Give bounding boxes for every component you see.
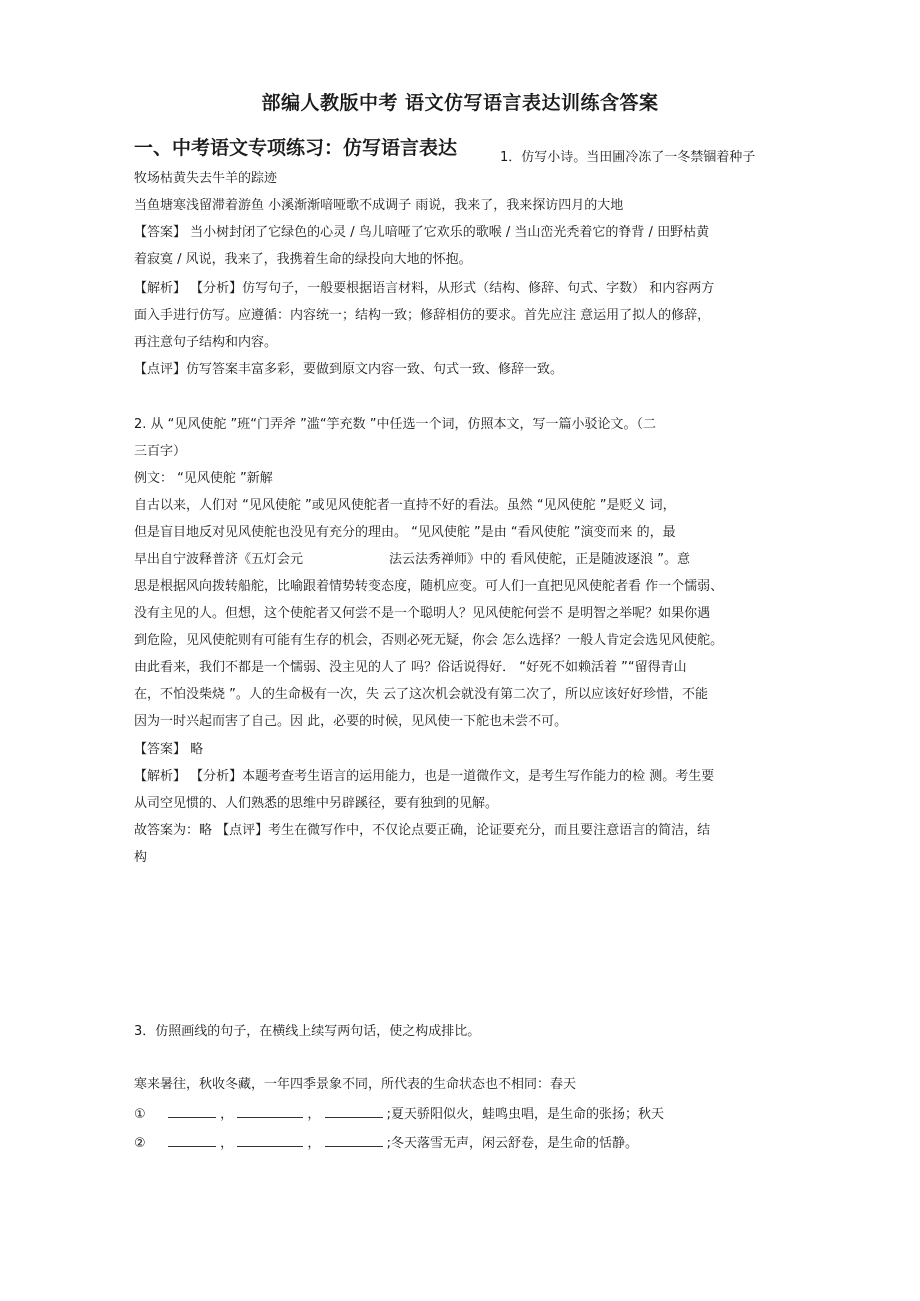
q1-analysis: 【解析】 【分析】仿写句子，一般要根据语言材料，从形式（结构、修辞、句式、字数） 和内容两方 [134,281,715,296]
q1-line: 牧场枯黄失去牛羊的踪迹 [134,171,278,186]
q2-paragraph-line: 但是盲目地反对见风使舵也没见有充分的理由。 “见风使舵 ”是由 “看风使舵 ”演变而来 的，最 [134,525,676,540]
q1-comment: 【点评】仿写答案丰富多彩，要做到原文内容一致、句式一致、修辞一致。 [134,362,564,377]
q1-analysis: 面入手进行仿写。应遵循：内容统一；结构一致；修辞相仿的要求。首先应注 意运用了拟人的修辞， [134,308,711,323]
answer-blank[interactable] [168,1105,216,1118]
q3-item-marker: ① [134,1107,146,1122]
q3-stem: 寒来暑往，秋收冬藏，一年四季景象不同，所代表的生命状态也不相同：春天 [134,1077,577,1092]
q2-paragraph-part: 法云法秀禅师》中的 看风使舵，正是随波逐浪 ”。意 [389,552,691,567]
q1-line: 当鱼塘寒浅留滞着游鱼 小溪渐渐喑哑歌不成调子 雨说，我来了，我来探访四月的大地 [134,198,624,213]
q2-paragraph-line: 到危险，见风使舵则有可能有生存的机会，否则必死无疑，你会 怎么选择？一般人肯定会选见风使舵。 [134,633,724,648]
answer-blank[interactable] [325,1134,383,1147]
q3-item-tail: ;冬天落雪无声，闲云舒卷，是生命的恬静。 [386,1136,639,1151]
q3-item-marker: ② [134,1136,146,1151]
comma: ， [220,1136,234,1151]
q2-paragraph-line: 在，不怕没柴烧 ”。人的生命极有一次，失 云了这次机会就没有第二次了，所以应该好好珍惜，不能 [134,687,709,702]
answer-blank[interactable] [325,1105,383,1118]
answer-blank[interactable] [237,1105,303,1118]
q1-analysis: 再注意句子结构和内容。 [134,335,278,350]
answer-blank[interactable] [168,1134,216,1147]
section-heading: 一、中考语文专项练习：仿写语言表达 [134,137,458,159]
q2-paragraph-line [134,551,690,569]
q1-answer: 【答案】 当小树封闭了它绿色的心灵 / 鸟儿喑哑了它欢乐的歌喉 / 当山峦光秃着它的脊背 / 田野枯黄 [134,225,710,240]
q2-prompt: 三百字） [134,444,187,459]
q2-analysis: 从司空见惯的、人们熟悉的思维中另辟蹊径，要有独到的见解。 [134,796,499,811]
comma: ， [307,1107,321,1122]
comma: ， [307,1136,321,1151]
q2-paragraph-part: 早出自宁波释普济《五灯会元 [134,552,304,567]
q2-paragraph-line: 由此看来，我们不都是一个懦弱、没主见的人了 吗？俗话说得好． “好死不如赖活着 ”“留得青山 [134,660,687,675]
q2-final: 构 [134,850,148,865]
q2-answer: 【答案】 略 [134,742,204,757]
q2-paragraph-line: 自古以来，人们对 “见风使舵 ”或见风使舵者一直持不好的看法。虽然 “见风使舵 ”是贬义 词， [134,498,676,513]
q3-item-1 [134,1105,664,1124]
q1-answer: 着寂寞 / 风说，我来了，我携着生命的绿投向大地的怀抱。 [134,252,472,267]
comma: ， [220,1107,234,1122]
q3-prompt: 3．仿照画线的句子，在横线上续写两句话，使之构成排比。 [134,1024,481,1039]
q1-prompt: 1．仿写小诗。当田圃冷冻了一冬禁锢着种子 [500,150,756,165]
q2-example-label: 例文： “见风使舵 ”新解 [134,471,273,486]
q3-item-2 [134,1134,638,1153]
q2-paragraph-line: 因为一时兴起而害了自己。因 此，必要的时候，见风使一下舵也未尝不可。 [134,714,568,729]
q2-prompt: 2. 从 “见风使舵 ”班“门弄斧 ”滥“竽充数 ”中任选一个词，仿照本文，写一篇小驳论文。（二 [134,417,656,432]
q3-item-tail: ;夏天骄阳似火，蛙鸣虫唱，是生命的张扬；秋天 [386,1107,665,1122]
q2-paragraph-line: 没有主见的人。但想，这个使舵者又何尝不是一个聪明人？见风使舵何尝不 是明智之举呢？如果你遇 [134,606,711,621]
q2-analysis: 【解析】 【分析】本题考查考生语言的运用能力，也是一道微作文，是考生写作能力的检 测。考生要 [134,769,715,784]
answer-blank[interactable] [237,1134,303,1147]
document-title: 部编人教版中考 语文仿写语言表达训练含答案 [261,92,659,114]
q2-final: 故答案为：略 【点评】考生在微写作中，不仅论点要正确，论证要充分，而且要注意语言的简洁，结 [134,823,711,838]
q2-paragraph-line: 思是根据风向拨转船舵，比喻跟着情势转变态度，随机应变。可人们一直把见风使舵者看 作一个懦弱、 [134,579,724,594]
